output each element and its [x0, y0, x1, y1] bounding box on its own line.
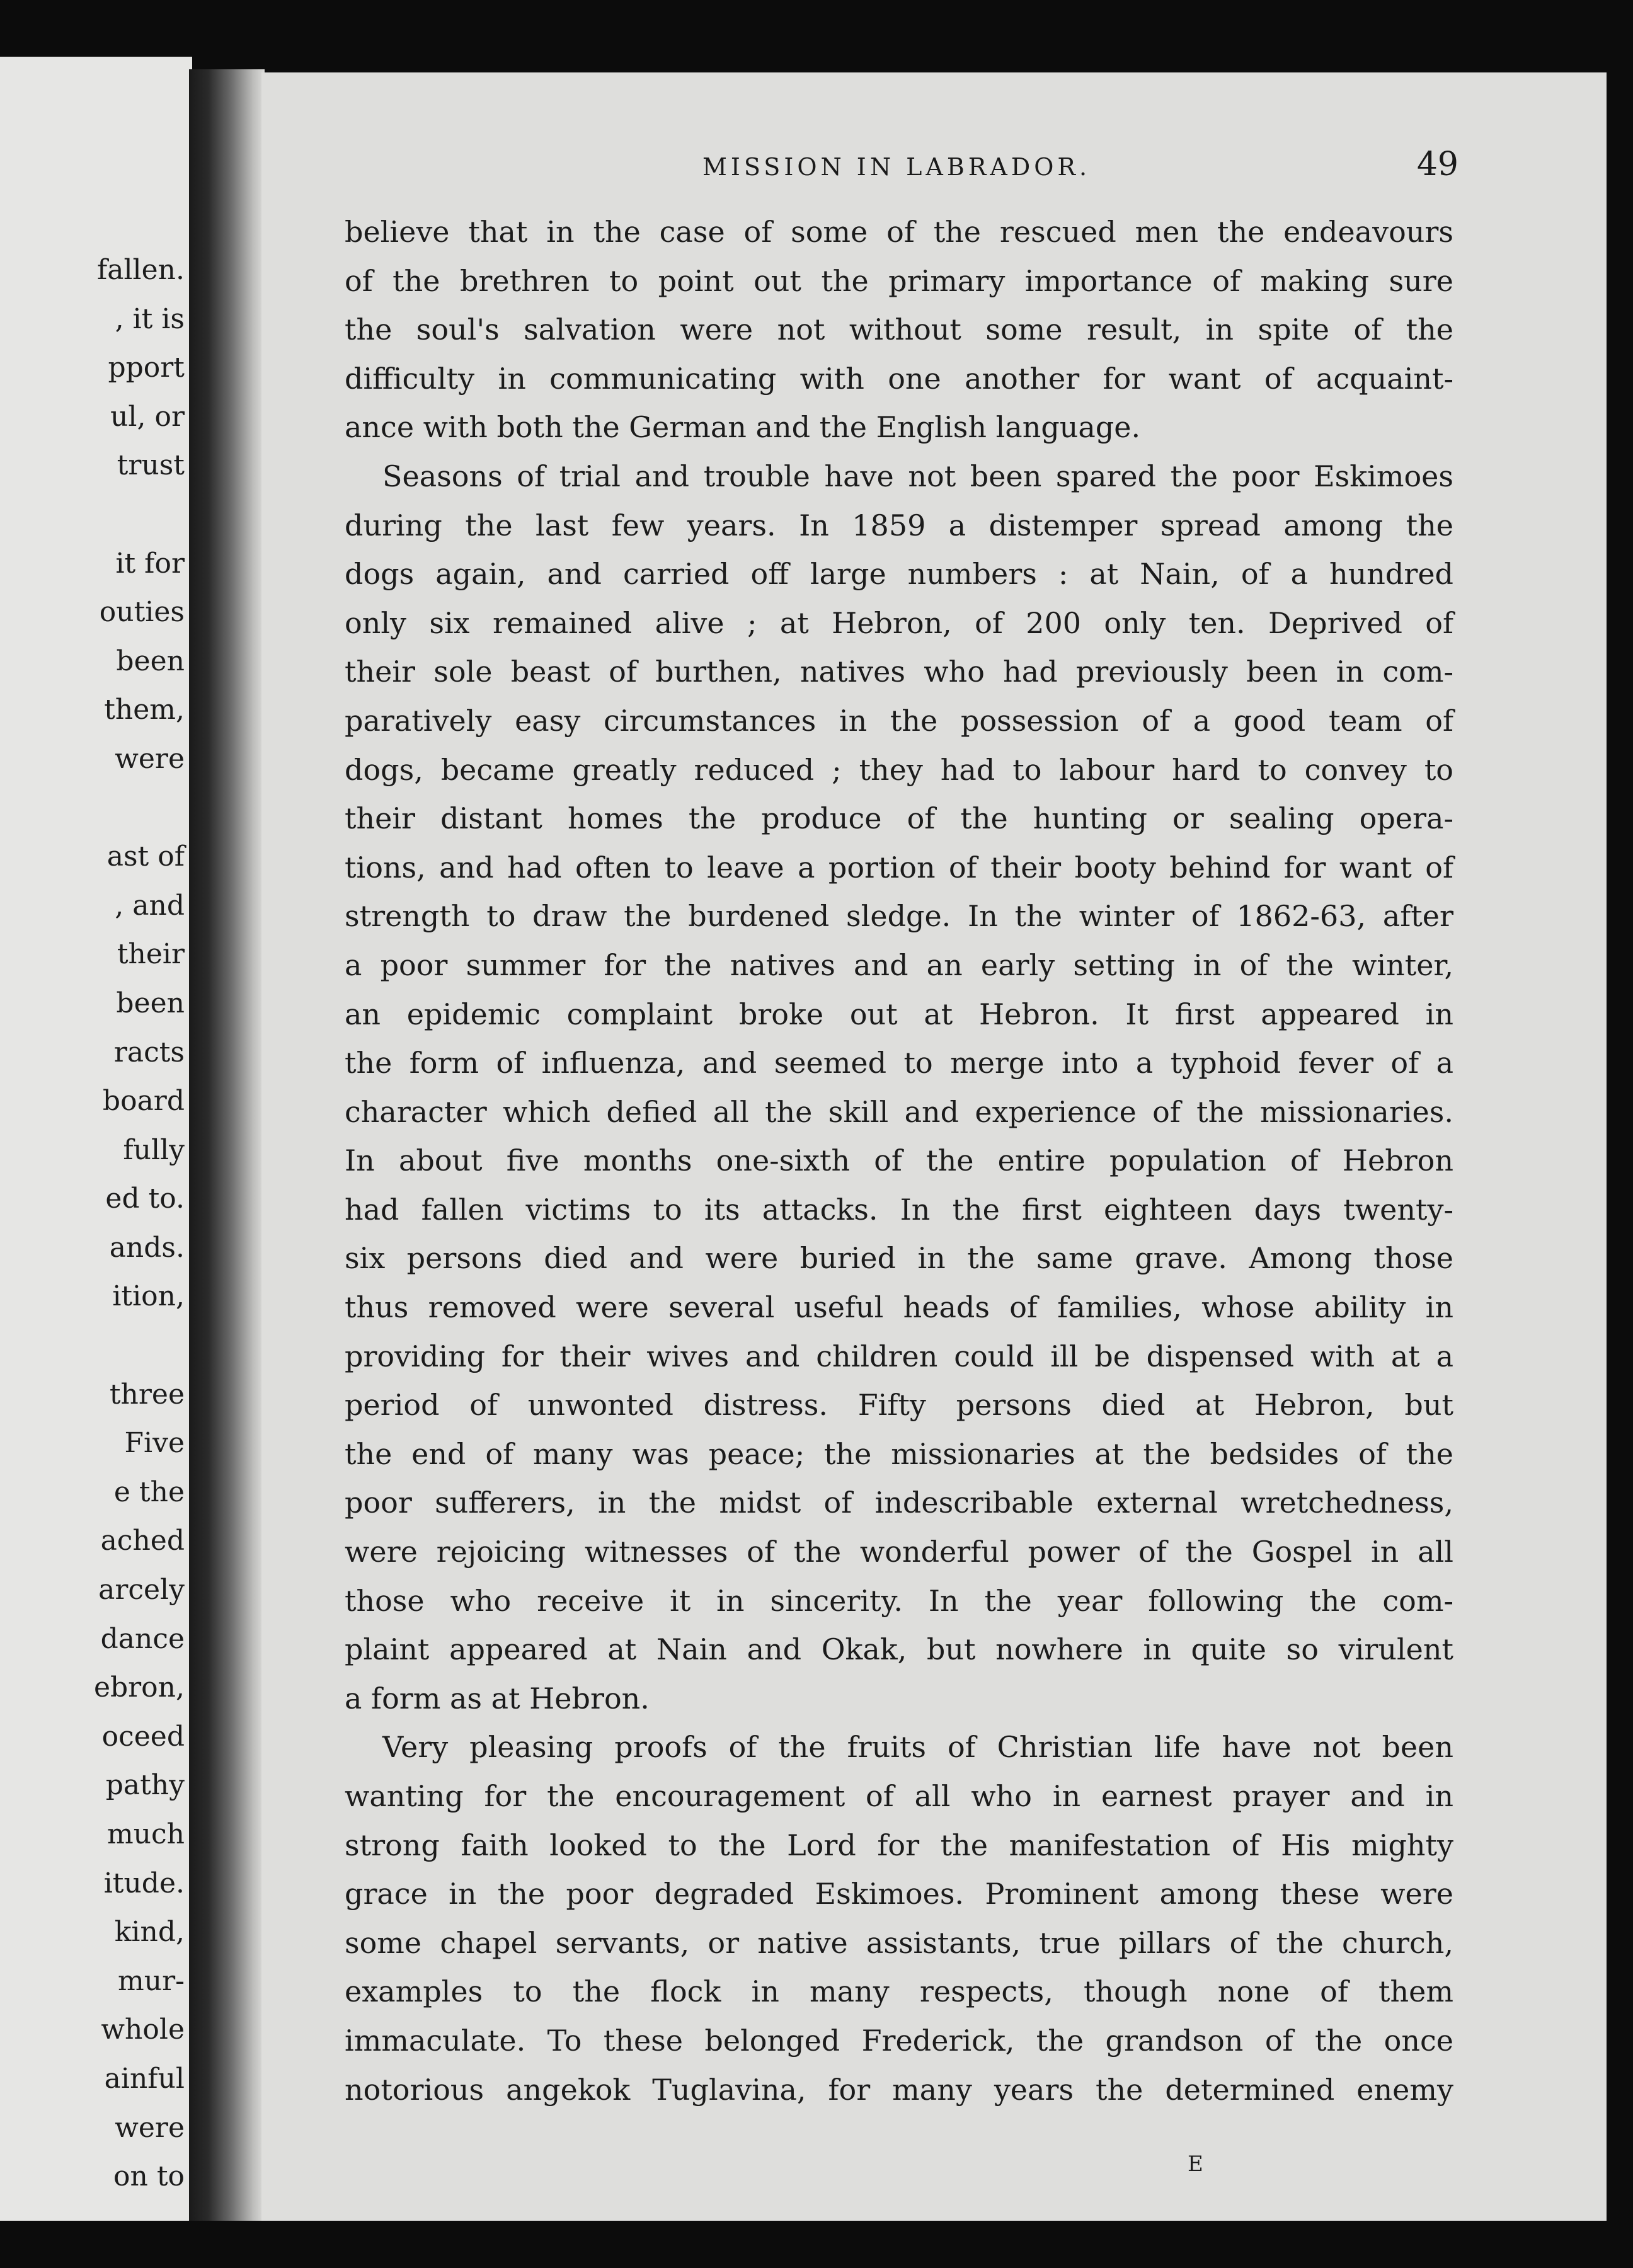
text-line: notorious angekok Tuglavina, for many years the determined enemy: [345, 2072, 1453, 2107]
left-line: were: [115, 2111, 185, 2144]
text-line: grace in the poor degraded Eskimoes. Prominent among these were: [345, 1877, 1453, 1911]
text-line-paragraph-start: Very pleasing proofs of the fruits of Christian life have not been: [382, 1730, 1453, 1765]
text-line: an epidemic complaint broke out at Hebron. It first appeared in: [345, 997, 1453, 1031]
text-line: character which defied all the skill and experience of the missionaries.: [345, 1094, 1453, 1129]
left-line: trust: [117, 449, 185, 482]
left-line: ached: [100, 1525, 185, 1557]
text-line: those who receive it in sincerity. In the year following the com-: [345, 1583, 1453, 1618]
text-line: six persons died and were buried in the same grave. Among those: [345, 1241, 1453, 1276]
left-line: [94, 1321, 185, 1370]
text-line: believe that in the case of some of the rescued men the endeavours: [345, 215, 1453, 249]
left-line: fully: [123, 1133, 185, 1166]
left-line: ast of: [106, 840, 185, 873]
text-line: dogs, became greatly reduced ; they had to labour hard to convey to: [345, 752, 1453, 787]
text-line: paratively easy circumstances in the possession of a good team of: [345, 703, 1453, 738]
left-line: much: [106, 1818, 185, 1850]
text-line: examples to the flock in many respects, though none of them: [345, 1974, 1453, 2009]
left-line: been: [116, 644, 185, 677]
text-line-paragraph-end: a form as at Hebron.: [345, 1681, 650, 1715]
text-line-paragraph-start: Seasons of trial and trouble have not been spared the poor Eskimoes: [382, 459, 1453, 493]
text-line: dogs again, and carried off large numbers : at Nain, of a hundred: [345, 557, 1453, 592]
text-line: of the brethren to point out the primary importance of making sure: [345, 263, 1453, 298]
left-line: board: [102, 1085, 185, 1118]
text-line: had fallen victims to its attacks. In the first eighteen days twenty-: [345, 1192, 1453, 1227]
page-header: [702, 142, 1458, 192]
left-line: oceed: [101, 1720, 185, 1753]
left-line: ands.: [109, 1231, 185, 1264]
left-line: on to: [113, 2160, 185, 2193]
body-text: [345, 208, 1453, 2114]
text-line: strong faith looked to the Lord for the manifestation of His mighty: [345, 1828, 1453, 1862]
text-line: the form of influenza, and seemed to merge into a typhoid fever of a: [345, 1046, 1453, 1080]
text-line: poor sufferers, in the midst of indescribable external wretchedness,: [345, 1486, 1453, 1520]
left-line: racts: [113, 1036, 185, 1068]
left-line: arcely: [98, 1574, 185, 1606]
left-line: itude.: [103, 1867, 185, 1899]
left-line: Five: [124, 1427, 185, 1460]
text-line: were rejoicing witnesses of the wonderful power of the Gospel in all: [345, 1535, 1453, 1569]
text-line: the end of many was peace; the missionaries at the bedsides of the: [345, 1436, 1453, 1471]
text-line: immaculate. To these belonged Frederick, the grandson of the once: [345, 2023, 1453, 2058]
binding-gutter-shadow: [189, 69, 265, 2224]
left-line: [94, 784, 185, 833]
left-line: three: [109, 1378, 185, 1411]
left-line: whole: [101, 2013, 185, 2046]
left-line: been: [116, 987, 185, 1019]
text-line: providing for their wives and children could ill be dispensed with at a: [345, 1339, 1453, 1373]
left-line: dance: [100, 1622, 185, 1655]
scan-bottom-edge: [0, 2221, 1633, 2268]
text-line: strength to draw the burdened sledge. In the winter of 1862-63, after: [345, 899, 1453, 934]
left-line: e the: [113, 1475, 185, 1508]
text-line: only six remained alive ; at Hebron, of 200 only ten. Deprived of: [345, 605, 1453, 640]
text-line: period of unwonted distress. Fifty persons died at Hebron, but: [345, 1388, 1453, 1423]
left-line: ition,: [112, 1280, 185, 1313]
text-line: their distant homes the produce of the hunting or sealing opera-: [345, 801, 1453, 836]
left-line: them,: [104, 694, 185, 726]
text-line: the soul's salvation were not without some result, in spite of the: [345, 312, 1453, 347]
text-line-paragraph-end: ance with both the German and the English language.: [345, 410, 1141, 445]
left-line: [94, 490, 185, 539]
text-line: some chapel servants, or native assistants, true pillars of the church,: [345, 1925, 1453, 1960]
left-line: ainful: [104, 2062, 185, 2095]
page-number: 49: [1416, 146, 1458, 183]
running-head: MISSION IN LABRADOR.: [702, 153, 1091, 181]
text-line: difficulty in communicating with one another for want of acquaint-: [345, 361, 1453, 396]
left-line: outies: [99, 596, 185, 629]
text-line: wanting for the encouragement of all who in earnest prayer and in: [345, 1779, 1453, 1813]
left-line: , and: [115, 889, 185, 922]
left-line: kind,: [114, 1916, 185, 1949]
text-line: thus removed were several useful heads of families, whose ability in: [345, 1290, 1453, 1325]
left-line: ebron,: [93, 1671, 185, 1704]
left-facing-page: [0, 57, 192, 2243]
text-line: In about five months one-sixth of the entire population of Hebron: [345, 1143, 1453, 1178]
text-line: a poor summer for the natives and an early setting in of the winter,: [345, 948, 1453, 982]
text-line: during the last few years. In 1859 a distemper spread among the: [345, 508, 1453, 542]
left-line: pathy: [105, 1769, 185, 1802]
left-line: it for: [115, 547, 185, 580]
left-page-text-fragments: [94, 246, 185, 2201]
left-line: , it is: [115, 302, 185, 335]
left-line: were: [115, 742, 185, 775]
signature-mark: E: [1188, 2151, 1203, 2177]
left-line: ed to.: [105, 1183, 185, 1215]
left-line: their: [117, 938, 185, 971]
text-line: tions, and had often to leave a portion of their booty behind for want of: [345, 850, 1453, 885]
text-line: plaint appeared at Nain and Okak, but nowhere in quite so virulent: [345, 1632, 1453, 1667]
left-line: fallen.: [96, 254, 185, 286]
left-line: pport: [108, 352, 185, 384]
left-line: mur-: [118, 1964, 185, 1997]
right-page: [261, 72, 1607, 2221]
text-line: their sole beast of burthen, natives who had previously been in com-: [345, 655, 1453, 689]
left-line: ul, or: [110, 400, 185, 433]
